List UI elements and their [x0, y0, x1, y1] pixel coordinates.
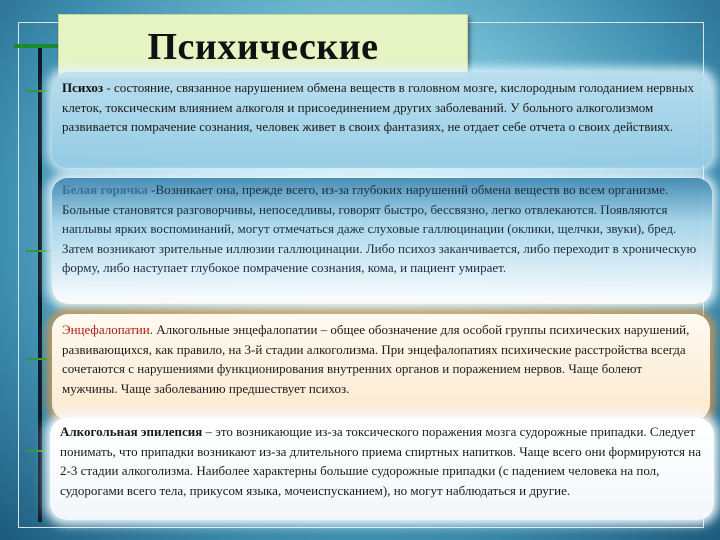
section-epilepsy	[50, 418, 714, 520]
title-box	[58, 14, 468, 78]
section-encephalopathy	[52, 314, 710, 420]
section-delirium	[52, 178, 712, 304]
section-text: - состояние, связанное нарушением обмена веществ в головном мозге, кислородным голоданием нервных клеток, токсическим влиянием алкоголя и присоединением других заболеваний. У больного алкоголизмом развивается помрачение сознания, человек живет в своих фантазиях, не отдает себе отчета о своих действиях.	[62, 80, 694, 134]
section-term: Энцефалопатии	[62, 322, 150, 337]
section-psychosis	[52, 72, 712, 168]
bullet-rule-2	[26, 250, 52, 252]
section-text: – это возникающие из-за токсического поражения мозга судорожные припадки. Следует понимать, что припадки возникают из-за длительного приема спиртных напитков. Чаще всего они формируются на 2-3 стадии алкоголизма. Наиболее характерны большие судорожные припадки (с падением человека на пол, судорогами всего тела, прикусом языка, мочеиспусканием), но могут наблюдаться и другие.	[60, 424, 702, 498]
slide-title: Психические	[147, 26, 379, 68]
section-term: Белая горячка	[62, 182, 148, 197]
section-text: . Алкогольные энцефалопатии – общее обозначение для особой группы психических нарушений, развивающихся, как правило, на 3-й стадии алкоголизма. При энцефалопатиях психические расстройства всегда сочетаются с нарушениями функционирования внутренних органов и поражением нервов. Чаще болеют мужчины. Чаще заболеванию предшествует психоз.	[62, 322, 690, 396]
bullet-rule-1	[26, 90, 52, 92]
bullet-rule-4	[26, 450, 52, 452]
bullet-rule-3	[26, 358, 52, 360]
section-term: Алкогольная эпилепсия	[60, 424, 203, 439]
section-text: -Возникает она, прежде всего, из-за глубоких нарушений обмена веществ во всем организме. Больные становятся разговорчивы, непоседливы, говорят быстро, бессвязно, легко отвлекаются. Появляются наплывы ярких воспоминаний, могут отмечаться даже слуховые галлюцинации (оклики, щелчки, звуки), бред. Затем возникают зрительные иллюзии галлюцинации. Либо психоз заканчивается, либо переходит в хроническую форму, либо наступает глубокое помрачение сознания, кома, и пациент умирает.	[62, 182, 697, 275]
section-term: Психоз	[62, 80, 104, 95]
